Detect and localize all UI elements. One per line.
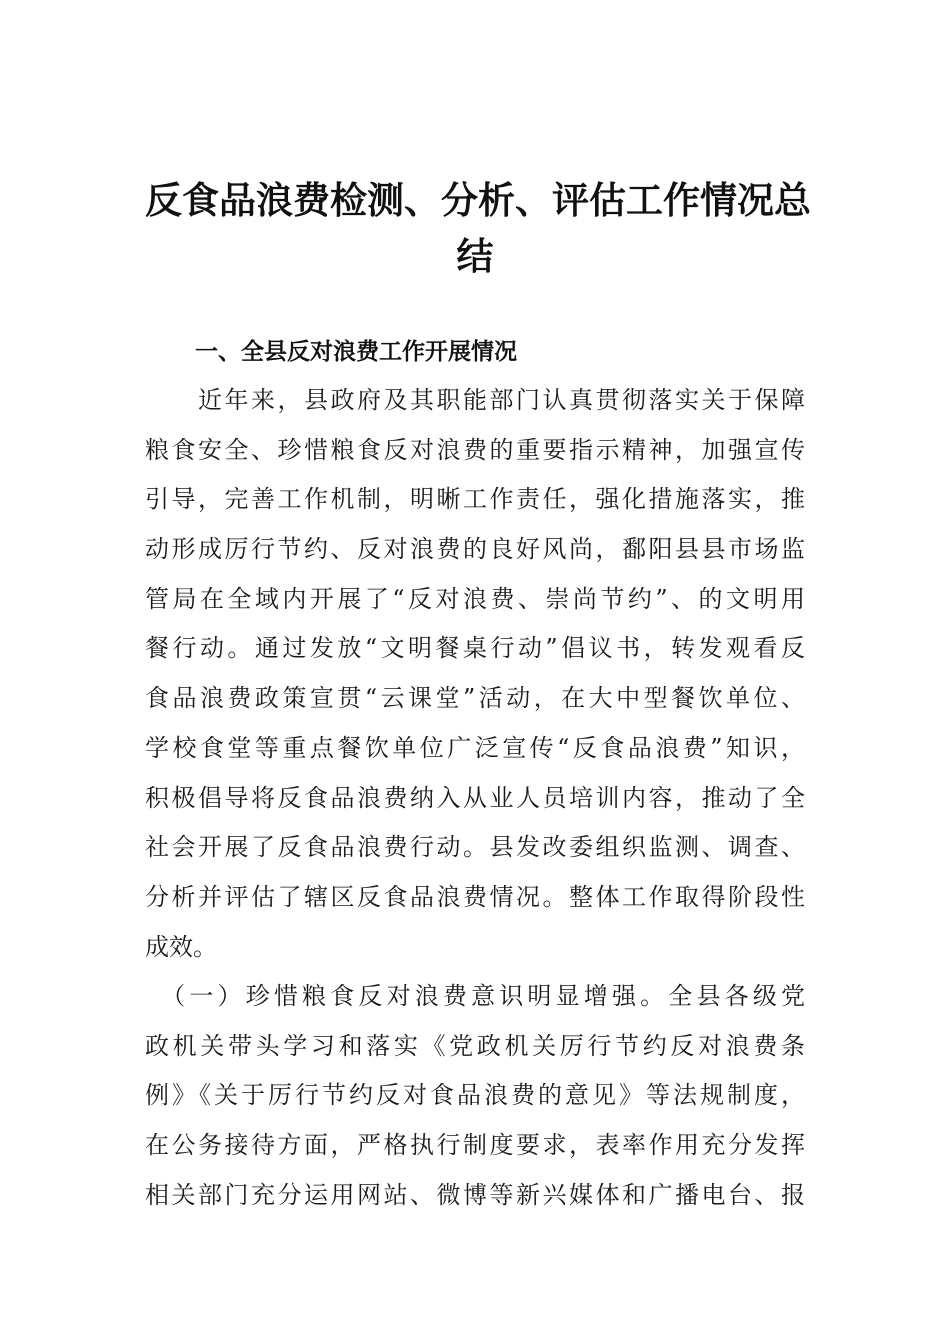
text-line: 学校食堂等重点餐饮单位广泛宣传“反食品浪费”知识， bbox=[145, 733, 805, 762]
text-line: 近年来，县政府及其职能部门认真贯彻落实关于保障 bbox=[145, 386, 805, 414]
text-line: 餐行动。通过发放“文明餐桌行动”倡议书，转发观看反 bbox=[145, 634, 805, 663]
text-line: 食品浪费政策宣贯“云课堂”活动，在大中型餐饮单位、 bbox=[145, 684, 805, 713]
title-line: 结 bbox=[456, 234, 494, 278]
document-title bbox=[145, 172, 811, 284]
text-line: 积极倡导将反食品浪费纳入从业人员培训内容，推动了全 bbox=[145, 783, 805, 812]
text-line: 在公务接待方面，严格执行制度要求，表率作用充分发挥 bbox=[145, 1131, 805, 1160]
paragraph-awareness bbox=[145, 972, 805, 1220]
text-line: 分析并评估了辖区反食品浪费情况。整体工作取得阶段性 bbox=[145, 882, 805, 911]
title-line: 反食品浪费检测、分析、评估工作情况总 bbox=[145, 178, 811, 222]
text-line: 政机关带头学习和落实《党政机关厉行节约反对浪费条 bbox=[145, 1031, 805, 1060]
text-line: 粮食安全、珍惜粮食反对浪费的重要指示精神，加强宣传 bbox=[145, 435, 805, 464]
paragraph-overview bbox=[145, 376, 805, 972]
text-line: 成效。 bbox=[145, 932, 217, 961]
text-line: 社会开展了反食品浪费行动。县发改委组织监测、调查、 bbox=[145, 833, 805, 862]
section-heading: 一、全县反对浪费工作开展情况 bbox=[195, 339, 517, 365]
text-line: （一）珍惜粮食反对浪费意识明显增强。全县各级党 bbox=[145, 982, 805, 1010]
text-line: 引导，完善工作机制，明晰工作责任，强化措施落实，推 bbox=[145, 485, 805, 514]
text-line: 动形成厉行节约、反对浪费的良好风尚，鄱阳县县市场监 bbox=[145, 535, 805, 564]
text-line: 管局在全域内开展了“反对浪费、崇尚节约”、的文明用 bbox=[145, 584, 805, 613]
text-line: 相关部门充分运用网站、微博等新兴媒体和广播电台、报 bbox=[145, 1180, 805, 1209]
text-line: 例》《关于厉行节约反对食品浪费的意见》等法规制度， bbox=[145, 1081, 805, 1110]
